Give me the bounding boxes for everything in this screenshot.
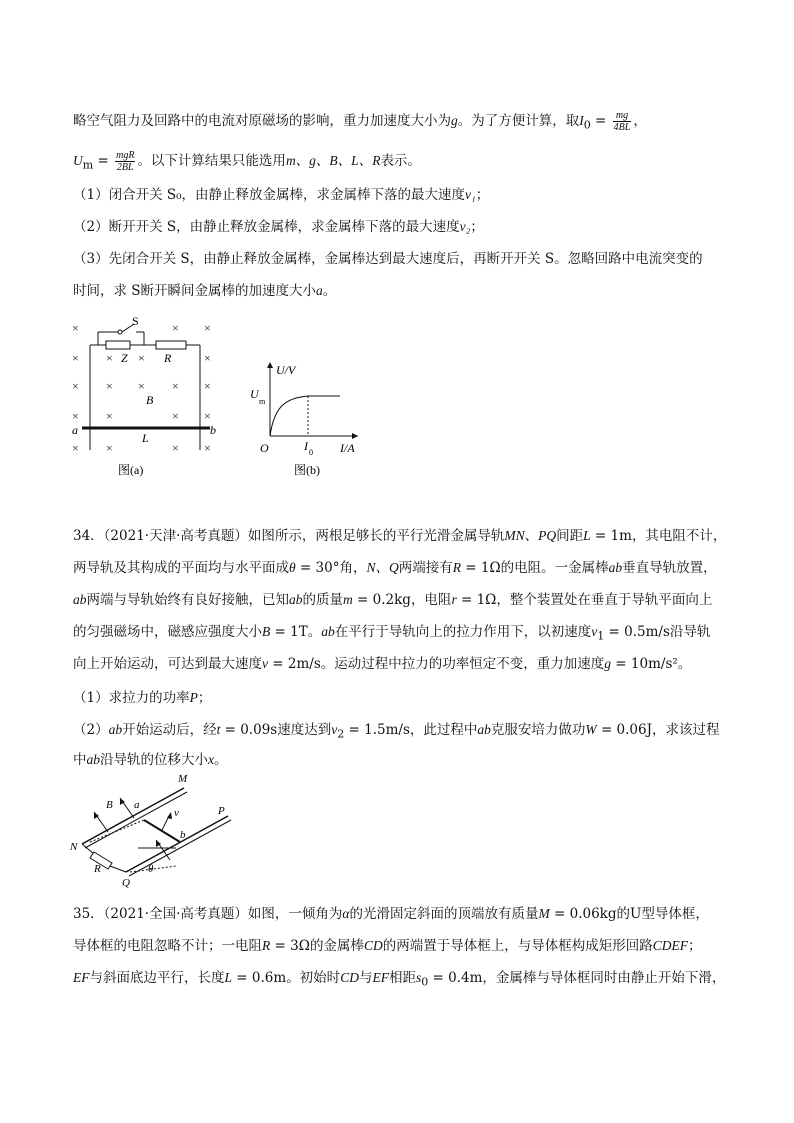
sub: 2 bbox=[337, 727, 345, 741]
dashed bbox=[90, 820, 144, 842]
fraction-Um bbox=[115, 150, 135, 173]
var: MN bbox=[504, 528, 525, 543]
cross: × bbox=[172, 321, 179, 335]
text: = bbox=[93, 153, 114, 169]
label-Q: Q bbox=[122, 877, 130, 889]
label-P: P bbox=[218, 805, 225, 817]
var: α bbox=[342, 906, 350, 921]
text: = 0.2kg bbox=[352, 592, 411, 608]
text: 间距 bbox=[556, 528, 584, 544]
wire bbox=[110, 866, 126, 872]
var: x bbox=[208, 752, 214, 767]
intro-line-2 bbox=[73, 150, 421, 175]
text: 时间，求 S断开瞬间金属棒的加速度大小 bbox=[73, 283, 317, 299]
text: 向上开始运动，可达到最大速度 bbox=[73, 656, 262, 672]
var: P bbox=[189, 690, 198, 705]
var: ab bbox=[289, 592, 303, 607]
cross: × bbox=[72, 379, 79, 393]
cross: × bbox=[204, 351, 211, 365]
cross: × bbox=[204, 409, 211, 423]
text: 。初始时 bbox=[286, 970, 341, 986]
y-axis-arrow bbox=[267, 362, 273, 368]
text: ； bbox=[475, 187, 490, 203]
cross: × bbox=[204, 321, 211, 335]
text: 。 bbox=[677, 656, 692, 672]
figure-a bbox=[68, 312, 228, 482]
text: ； bbox=[687, 938, 702, 954]
intro-line-1 bbox=[73, 110, 647, 135]
var-I0: I bbox=[579, 113, 584, 128]
q35-line2 bbox=[73, 937, 701, 955]
q33-part2 bbox=[73, 218, 484, 236]
q33-part3-line2 bbox=[73, 282, 336, 300]
text: ； bbox=[470, 219, 484, 235]
rail-QP bbox=[126, 816, 228, 872]
label-M: M bbox=[178, 773, 188, 785]
q33-part1 bbox=[73, 186, 489, 204]
var: EF bbox=[73, 970, 90, 985]
text: = 1m bbox=[590, 528, 632, 544]
text: 。为了方便计算，取 bbox=[457, 113, 580, 129]
origin-O: O bbox=[260, 441, 269, 455]
text: 沿导轨的位移大小 bbox=[100, 752, 208, 768]
text: 。 bbox=[214, 752, 228, 768]
text: 。以下计算结果只能选用 bbox=[137, 153, 286, 169]
cross: × bbox=[106, 409, 113, 423]
caption-a: 图(a) bbox=[118, 463, 144, 477]
text: 的电阻。一金属棒 bbox=[500, 560, 609, 576]
q34-line1 bbox=[73, 527, 726, 545]
text: = 10m/s² bbox=[611, 656, 678, 672]
var: N、Q bbox=[366, 560, 399, 575]
var-g: g bbox=[451, 113, 458, 128]
label-R: R bbox=[94, 863, 101, 875]
var: v₁ bbox=[465, 187, 476, 202]
var: ab bbox=[86, 752, 100, 767]
switch-contact bbox=[118, 330, 122, 334]
var: R bbox=[452, 560, 461, 575]
text: 与斜面底边平行，长度 bbox=[89, 970, 225, 986]
text: 的光滑固定斜面的顶端放有质量 bbox=[349, 906, 539, 922]
q35-line3 bbox=[73, 969, 725, 992]
denominator: 2BL bbox=[116, 162, 134, 173]
text: 速度达到 bbox=[277, 722, 332, 738]
cross: × bbox=[72, 409, 79, 423]
text: 在平行于导轨向上的拉力作用下，以初速度 bbox=[334, 624, 592, 640]
x-label: I/A bbox=[340, 441, 355, 455]
text: 的两端置于导体框上，与导体框构成矩形回路 bbox=[382, 938, 653, 954]
text: ，其电阻不计， bbox=[631, 528, 727, 544]
var: t bbox=[216, 722, 221, 737]
cross: × bbox=[204, 379, 211, 393]
cross: × bbox=[204, 441, 211, 455]
text: 。 bbox=[307, 624, 322, 640]
var: L bbox=[583, 528, 591, 543]
text: （2）断开开关 S，由静止释放金属棒，求金属棒下落的最大速度 bbox=[73, 219, 460, 235]
text: （1）求拉力的功率 bbox=[73, 690, 190, 706]
text: 与 bbox=[358, 970, 373, 986]
I0-label: I bbox=[304, 439, 308, 453]
sub: 1 bbox=[597, 629, 605, 643]
cross: × bbox=[138, 351, 145, 365]
var: L bbox=[224, 970, 233, 985]
text: ，金属棒与导体框同时由静止开始下滑， bbox=[482, 970, 726, 986]
var: ab bbox=[321, 624, 335, 639]
text: 略空气阻力及回路中的电流对原磁场的影响，重力加速度大小为 bbox=[73, 113, 451, 129]
curve bbox=[270, 396, 340, 436]
label-B: B bbox=[106, 799, 113, 811]
Um-label: U bbox=[250, 387, 259, 401]
cross: × bbox=[172, 379, 179, 393]
text: 。运动过程中拉力的功率恒定不变，重力加速度 bbox=[320, 656, 605, 672]
var: B bbox=[262, 624, 271, 639]
text: 导体框的电阻忽略不计；一电阻 bbox=[73, 938, 262, 954]
denominator: 4BL bbox=[613, 122, 631, 133]
text: ； bbox=[197, 690, 212, 706]
text: （2） bbox=[73, 722, 109, 738]
text: = 1T bbox=[270, 624, 308, 640]
sub: 0 bbox=[583, 118, 591, 132]
v-arrowhead bbox=[167, 812, 172, 819]
text: 的金属棒 bbox=[309, 938, 364, 954]
var: PQ bbox=[538, 528, 557, 543]
text: = 1Ω bbox=[456, 592, 497, 608]
var: W bbox=[585, 722, 597, 737]
var: r bbox=[451, 592, 457, 607]
text: = 30°角， bbox=[295, 560, 367, 576]
cross: × bbox=[72, 351, 79, 365]
text: 表示。 bbox=[380, 153, 421, 169]
text: = 2m/s bbox=[268, 656, 321, 672]
text: 两导轨及其构成的平面均与水平面成 bbox=[73, 560, 289, 576]
var: CD bbox=[363, 938, 383, 953]
text: 34．（2021·天津·高考真题）如图所示，两根足够长的平行光滑金属导轨 bbox=[73, 528, 505, 544]
vars: m、g、B、L、R bbox=[285, 153, 381, 168]
figure-b bbox=[248, 358, 368, 478]
text: 沿导轨 bbox=[669, 624, 711, 640]
var: s bbox=[415, 970, 422, 985]
text: = 0.4m bbox=[428, 970, 483, 986]
cross: × bbox=[138, 379, 145, 393]
text: 的U型导体框， bbox=[616, 906, 709, 922]
var: EF bbox=[372, 970, 389, 985]
numerator: mg bbox=[613, 110, 632, 122]
fraction-I0 bbox=[613, 110, 632, 133]
component-Z bbox=[106, 341, 130, 349]
var: v₂ bbox=[459, 219, 471, 234]
Um-sub: m bbox=[259, 397, 266, 406]
q34-part1 bbox=[73, 689, 211, 707]
text: 的匀强磁场中，磁感应强度大小 bbox=[73, 624, 262, 640]
text: = 1Ω bbox=[460, 560, 501, 576]
text: 35．（2021·全国·高考真题）如图，一倾角为 bbox=[73, 906, 343, 922]
sub: 0 bbox=[421, 975, 429, 989]
label-S: S bbox=[132, 314, 139, 328]
text: = 0.5m/s bbox=[604, 624, 670, 640]
figure-34 bbox=[68, 772, 238, 889]
var: M bbox=[538, 906, 550, 921]
text: = 0.6m bbox=[232, 970, 287, 986]
var: ab bbox=[73, 592, 87, 607]
cross: × bbox=[72, 441, 79, 455]
label-Z: Z bbox=[121, 351, 128, 365]
q34-part2-line1 bbox=[73, 721, 720, 744]
label-b: b bbox=[180, 829, 186, 841]
var: ab bbox=[477, 722, 491, 737]
var: ab bbox=[108, 722, 123, 737]
label-theta: θ bbox=[148, 863, 154, 875]
text: = bbox=[590, 113, 611, 129]
text: ，电阻 bbox=[410, 592, 452, 608]
var: CDEF bbox=[652, 938, 688, 953]
label-R: R bbox=[164, 351, 172, 365]
q34-line2 bbox=[73, 559, 717, 577]
text: 相距 bbox=[388, 970, 416, 986]
var: m bbox=[343, 592, 353, 607]
text: ， bbox=[633, 113, 647, 129]
var: a bbox=[316, 283, 323, 298]
cross: × bbox=[172, 441, 179, 455]
x-axis-arrow bbox=[352, 433, 358, 439]
var: CD bbox=[340, 970, 359, 985]
var: g bbox=[604, 656, 612, 671]
numerator: mgR bbox=[116, 150, 135, 161]
q34-line3 bbox=[73, 591, 712, 609]
label-B: B bbox=[146, 393, 154, 407]
resistor-R bbox=[156, 341, 186, 349]
cross: × bbox=[106, 379, 113, 393]
var: ab bbox=[608, 560, 623, 575]
cross: × bbox=[106, 351, 113, 365]
text: = 0.06kg bbox=[549, 906, 617, 922]
text: ，整个装置处在垂直于导轨平面向上 bbox=[496, 592, 713, 608]
q34-part2-line2 bbox=[73, 751, 228, 769]
text: ，此过程中 bbox=[409, 722, 478, 738]
q34-line4 bbox=[73, 623, 710, 646]
q34-line5 bbox=[73, 655, 691, 673]
sub: m bbox=[82, 158, 94, 172]
q35-line1 bbox=[73, 905, 709, 923]
rod-ab bbox=[144, 820, 180, 842]
text: 开始运动后，经 bbox=[122, 722, 217, 738]
label-N: N bbox=[70, 841, 78, 853]
cross: × bbox=[172, 409, 179, 423]
wire bbox=[82, 844, 94, 854]
text: 中 bbox=[73, 752, 87, 768]
text: 克服安培力做功 bbox=[490, 722, 586, 738]
text: ，求该过程 bbox=[652, 722, 720, 738]
label-v: v bbox=[174, 807, 179, 819]
var: θ bbox=[289, 560, 296, 575]
label-b: b bbox=[210, 423, 216, 437]
text: （3）先闭合开关 S，由静止释放金属棒，金属棒达到最大速度后，再断开开关 S。忽略回路中电流突变的 bbox=[73, 251, 703, 267]
text: = 0.09s bbox=[220, 722, 278, 738]
var: v bbox=[591, 624, 598, 639]
text: = 0.06J bbox=[596, 722, 653, 738]
text: = 1.5m/s bbox=[344, 722, 410, 738]
text: （1）闭合开关 S₀，由静止释放金属棒，求金属棒下落的最大速度 bbox=[73, 187, 466, 203]
text: 。 bbox=[322, 283, 337, 299]
q33-part3-line1 bbox=[73, 250, 703, 268]
text: 、 bbox=[524, 528, 539, 544]
var-Um: U bbox=[73, 153, 83, 168]
caption-b: 图(b) bbox=[294, 463, 320, 477]
label-L: L bbox=[142, 431, 149, 445]
cross: × bbox=[106, 441, 113, 455]
var: v bbox=[262, 656, 268, 671]
I0-sub: 0 bbox=[309, 448, 313, 457]
text: 的质量 bbox=[302, 592, 343, 608]
y-label: U/V bbox=[276, 363, 296, 377]
label-a: a bbox=[134, 799, 140, 811]
text: 垂直导轨放置， bbox=[622, 560, 717, 576]
text: 两端接有 bbox=[398, 560, 453, 576]
var: R bbox=[262, 938, 271, 953]
text: = 3Ω bbox=[270, 938, 310, 954]
var: v bbox=[331, 722, 338, 737]
text: 两端与导轨始终有良好接触，已知 bbox=[86, 592, 289, 608]
cross: × bbox=[72, 321, 79, 335]
label-a: a bbox=[72, 423, 78, 437]
